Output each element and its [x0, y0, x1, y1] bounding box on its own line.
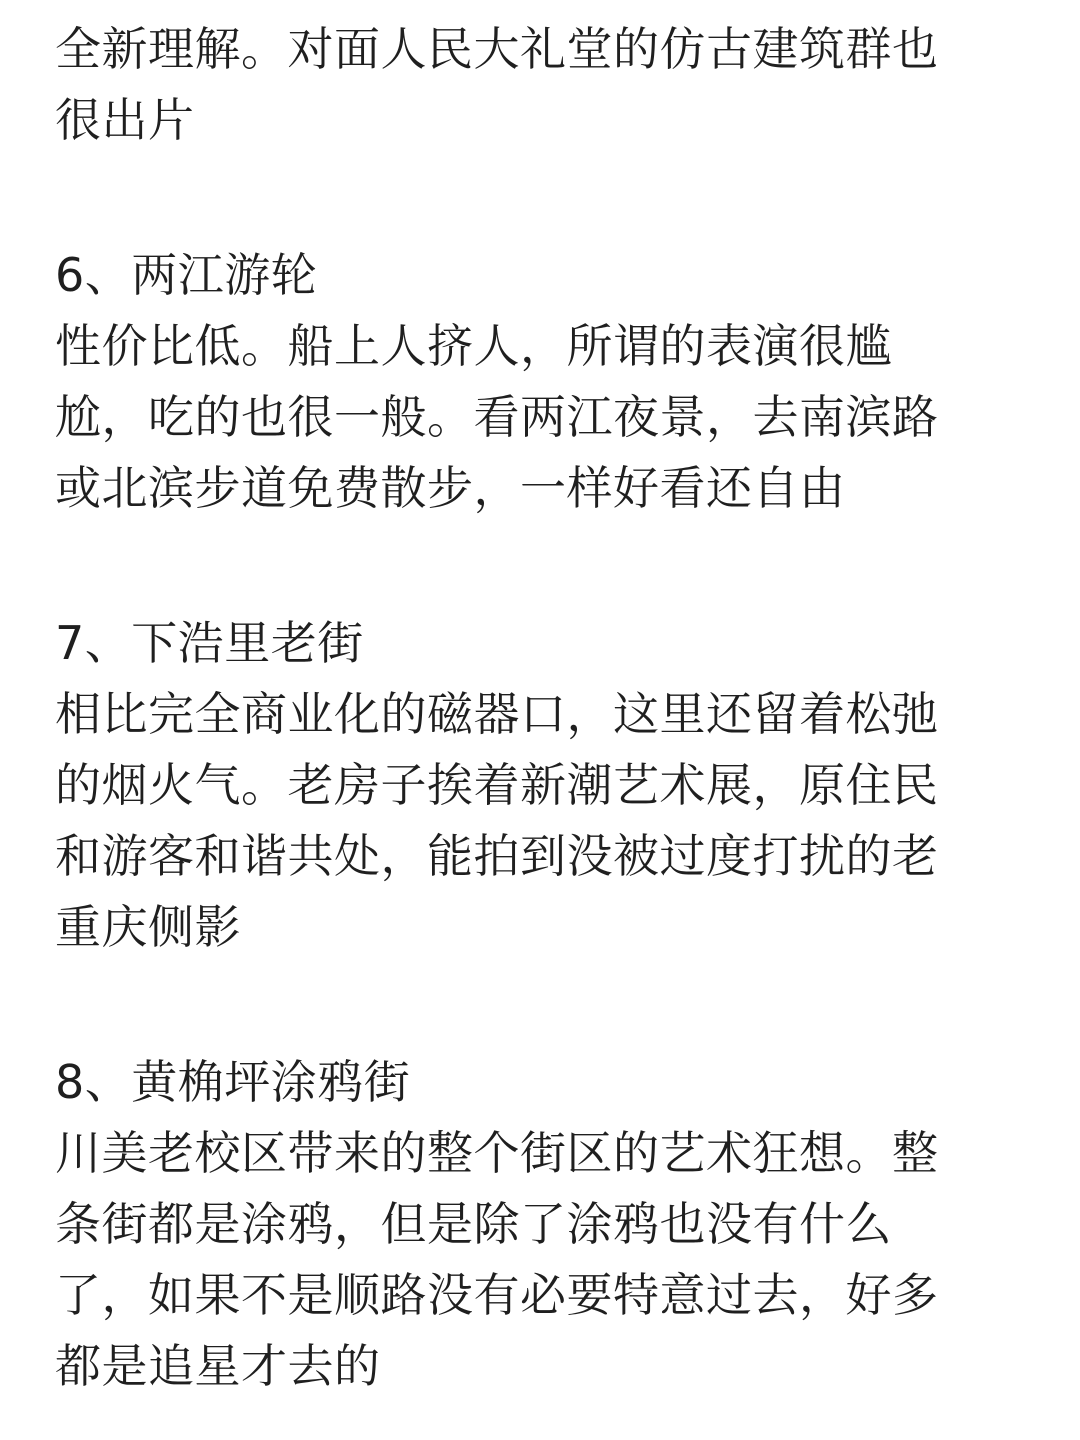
section-heading: 8、黄桷坪涂鸦街	[55, 1055, 411, 1109]
section-7	[55, 608, 1015, 963]
section-line: 相比完全商业化的磁器口，这里还留着松弛	[55, 687, 939, 741]
section-line: 川美老校区带来的整个街区的艺术狂想。整	[55, 1126, 939, 1180]
section-line: 尬，吃的也很一般。看两江夜景，去南滨路	[55, 390, 939, 444]
intro-line: 很出片	[55, 93, 195, 147]
section-line: 的烟火气。老房子挨着新潮艺术展，原住民	[55, 758, 939, 812]
section-6	[55, 240, 1015, 524]
intro-line: 全新理解。对面人民大礼堂的仿古建筑群也	[55, 22, 939, 76]
section-line: 重庆侧影	[55, 900, 241, 954]
section-line: 条街都是涂鸦，但是除了涂鸦也没有什么	[55, 1197, 892, 1251]
section-heading: 6、两江游轮	[55, 248, 318, 302]
section-8	[55, 1047, 1015, 1402]
section-line: 都是追星才去的	[55, 1339, 381, 1393]
section-heading: 7、下浩里老街	[55, 616, 364, 670]
article-body	[55, 14, 1015, 1402]
section-line: 和游客和谐共处，能拍到没被过度打扰的老	[55, 829, 939, 883]
section-line: 或北滨步道免费散步，一样好看还自由	[55, 461, 846, 515]
section-line: 了，如果不是顺路没有必要特意过去，好多	[55, 1268, 939, 1322]
intro-paragraph	[55, 14, 1015, 156]
section-line: 性价比低。船上人挤人，所谓的表演很尴	[55, 319, 892, 373]
